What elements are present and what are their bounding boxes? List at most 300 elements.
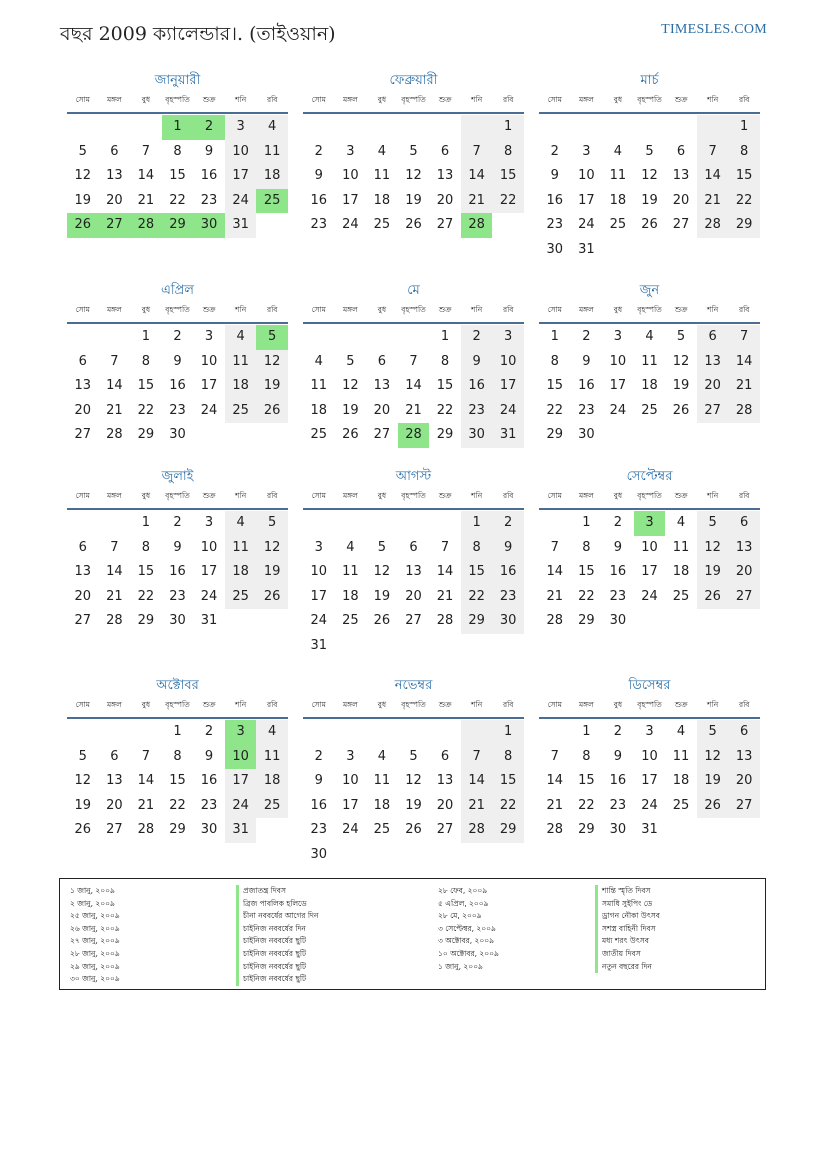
day-cell: 19 — [342, 402, 359, 418]
empty-day-cell — [461, 720, 493, 745]
day-cell: 14 — [728, 350, 760, 375]
day-cell: 21 — [697, 189, 729, 214]
month-title: ফেব্রুয়ারী — [389, 73, 438, 88]
day-cell: 21 — [106, 588, 123, 604]
day-cell: 30 — [609, 613, 627, 629]
day-cell: 1 — [162, 115, 194, 140]
day-cell: 9 — [613, 748, 623, 764]
holiday-date: ৩ সেপ্টেম্বর, ২০০৯ — [438, 923, 496, 933]
day-grid — [539, 720, 760, 843]
day-cell: 30 — [546, 241, 564, 257]
day-cell: 24 — [609, 402, 627, 418]
day-cell: 28 — [728, 399, 760, 424]
day-cell: 1 — [141, 515, 151, 530]
day-cell: 29 — [461, 609, 493, 634]
day-cell: 6 — [440, 143, 450, 159]
day-cell: 15 — [578, 773, 595, 789]
day-cell: 6 — [697, 325, 729, 350]
holiday-name: সশস্ত্র বাহিনী দিবস — [595, 923, 660, 936]
day-cell: 3 — [314, 539, 323, 555]
day-cell: 30 — [310, 846, 328, 862]
day-cell: 4 — [676, 515, 686, 530]
day-cell: 17 — [225, 164, 257, 189]
day-cell: 26 — [641, 217, 658, 233]
day-cell: 18 — [256, 164, 288, 189]
holiday-name: ড্রাগন নৌকা উৎসব — [595, 910, 660, 923]
day-cell: 31 — [578, 241, 595, 257]
weekday-label: বৃহস্পতি — [401, 700, 426, 709]
day-cell: 12 — [74, 773, 92, 789]
day-cell: 8 — [173, 748, 182, 764]
weekday-label: মঙ্গল — [579, 491, 594, 500]
weekday-label: বুধ — [377, 95, 387, 104]
day-cell: 16 — [492, 560, 524, 585]
weekday-label: শনি — [707, 491, 719, 500]
day-cell: 7 — [697, 140, 729, 165]
day-cell: 22 — [546, 402, 564, 418]
day-cell: 16 — [169, 564, 186, 580]
day-cell: 17 — [641, 773, 658, 789]
day-cell: 15 — [728, 164, 760, 189]
day-cell: 14 — [106, 564, 123, 580]
day-cell: 17 — [200, 378, 218, 394]
empty-day-cell — [130, 720, 162, 745]
day-cell: 2 — [173, 515, 182, 530]
day-cell: 28 — [546, 613, 564, 629]
holiday-name: মধ্য শরৎ উৎসব — [595, 935, 660, 948]
day-cell: 5 — [256, 325, 288, 350]
month-calendar — [539, 72, 760, 263]
weekday-label: মঙ্গল — [579, 305, 594, 314]
month-title: মে — [407, 283, 420, 298]
day-cell: 9 — [582, 353, 591, 369]
day-cell: 2 — [613, 515, 623, 530]
holiday-date: ২৭ জানু, ২০০৯ — [70, 936, 120, 946]
holiday-date: ২ জানু, ২০০৯ — [70, 898, 115, 908]
holiday-date: ১০ অক্টোবর, ২০০৯ — [438, 948, 499, 958]
day-cell: 22 — [436, 402, 454, 418]
empty-day-cell — [303, 115, 335, 140]
day-cell: 27 — [436, 217, 454, 233]
day-cell: 17 — [609, 378, 627, 394]
weekday-label: রবি — [503, 305, 514, 314]
day-cell: 30 — [193, 213, 225, 238]
month-calendar — [303, 282, 524, 448]
month-calendar — [303, 72, 524, 238]
day-cell: 20 — [436, 797, 454, 813]
day-cell: 13 — [728, 745, 760, 770]
day-cell: 17 — [641, 564, 658, 580]
day-cell: 1 — [492, 720, 524, 745]
month-calendar — [539, 677, 760, 843]
day-cell: 29 — [578, 822, 595, 838]
month-title: অক্টোবর — [156, 678, 199, 693]
day-cell: 22 — [137, 402, 155, 418]
day-cell: 12 — [256, 536, 288, 561]
weekday-header — [539, 486, 760, 510]
day-cell: 1 — [173, 724, 182, 739]
day-cell: 4 — [377, 143, 387, 159]
day-cell: 24 — [641, 588, 658, 604]
day-cell: 3 — [492, 325, 524, 350]
weekday-label: মঙ্গল — [343, 305, 358, 314]
day-cell: 4 — [256, 720, 288, 745]
day-cell: 3 — [346, 143, 355, 159]
day-cell: 27 — [436, 822, 454, 838]
day-cell: 8 — [582, 539, 591, 555]
day-cell: 24 — [200, 402, 218, 418]
day-cell: 18 — [641, 378, 658, 394]
day-cell: 21 — [728, 374, 760, 399]
day-cell: 11 — [310, 378, 328, 394]
day-cell: 25 — [373, 822, 391, 838]
day-cell: 5 — [409, 143, 418, 159]
weekday-label: রবি — [739, 491, 750, 500]
day-cell: 7 — [461, 140, 493, 165]
weekday-label: রবি — [739, 700, 750, 709]
day-cell: 26 — [342, 427, 359, 443]
day-cell: 6 — [110, 748, 119, 764]
day-cell: 10 — [641, 539, 658, 555]
empty-day-cell — [303, 720, 335, 745]
weekday-label: শুক্র — [674, 95, 688, 104]
day-cell: 18 — [672, 564, 690, 580]
day-cell: 19 — [641, 192, 658, 208]
day-cell: 8 — [440, 353, 450, 369]
day-cell: 17 — [492, 374, 524, 399]
day-cell: 11 — [373, 168, 391, 184]
day-cell: 28 — [137, 822, 155, 838]
day-cell: 28 — [398, 423, 430, 448]
day-cell: 17 — [342, 192, 359, 208]
day-cell: 30 — [169, 427, 186, 443]
weekday-label: বৃহস্পতি — [637, 491, 662, 500]
day-cell: 20 — [672, 192, 690, 208]
empty-day-cell — [67, 115, 99, 140]
day-cell: 27 — [697, 399, 729, 424]
day-cell: 5 — [346, 353, 355, 369]
day-cell: 29 — [137, 613, 155, 629]
day-grid — [303, 511, 524, 659]
weekday-label: মঙ্গল — [343, 700, 358, 709]
day-cell: 25 — [256, 189, 288, 214]
day-cell: 9 — [613, 539, 623, 555]
weekday-label: শনি — [235, 491, 247, 500]
day-cell: 7 — [461, 745, 493, 770]
empty-day-cell — [366, 115, 398, 140]
day-cell: 4 — [346, 539, 355, 555]
day-cell: 9 — [550, 168, 559, 184]
day-cell: 15 — [492, 164, 524, 189]
empty-day-cell — [335, 720, 367, 745]
day-cell: 28 — [130, 213, 162, 238]
day-cell: 17 — [310, 588, 328, 604]
day-cell: 11 — [225, 350, 257, 375]
day-cell: 20 — [373, 402, 391, 418]
day-cell: 25 — [342, 613, 359, 629]
empty-day-cell — [398, 511, 430, 536]
weekday-label: রবি — [267, 305, 278, 314]
day-cell: 3 — [204, 329, 214, 344]
empty-day-cell — [398, 720, 430, 745]
weekday-label: শুক্র — [202, 700, 216, 709]
day-cell: 3 — [613, 329, 623, 344]
day-grid — [539, 115, 760, 263]
day-cell: 8 — [141, 539, 151, 555]
holiday-name: চাইনিজ নববর্ষের ছুটি — [236, 973, 318, 986]
empty-day-cell — [335, 511, 367, 536]
month-title: এপ্রিল — [161, 283, 194, 298]
month-title: মার্চ — [640, 73, 659, 88]
day-cell: 16 — [200, 168, 218, 184]
day-cell: 6 — [78, 353, 87, 369]
day-cell: 8 — [141, 353, 151, 369]
day-cell: 24 — [200, 588, 218, 604]
day-cell: 28 — [461, 818, 493, 843]
day-cell: 3 — [225, 720, 257, 745]
day-cell: 21 — [137, 192, 155, 208]
day-cell: 26 — [405, 822, 422, 838]
day-cell: 16 — [200, 773, 218, 789]
holiday-name: চাইনিজ নববর্ষের ছুটি — [236, 948, 318, 961]
day-cell: 6 — [409, 539, 418, 555]
day-cell: 15 — [578, 564, 595, 580]
day-cell: 18 — [342, 588, 359, 604]
day-cell: 21 — [106, 402, 123, 418]
day-cell: 12 — [697, 745, 729, 770]
day-cell: 21 — [461, 794, 493, 819]
weekday-label: বৃহস্পতি — [165, 95, 190, 104]
day-cell: 14 — [137, 168, 155, 184]
day-grid — [67, 511, 288, 634]
weekday-label: রবি — [503, 95, 514, 104]
empty-day-cell — [429, 115, 461, 140]
day-cell: 11 — [672, 539, 690, 555]
day-cell: 30 — [200, 822, 218, 838]
day-cell: 25 — [256, 794, 288, 819]
day-cell: 10 — [609, 353, 627, 369]
day-cell: 22 — [461, 585, 493, 610]
weekday-label: মঙ্গল — [107, 305, 122, 314]
month-calendar — [67, 282, 288, 448]
holiday-date: ২৮ ফেব, ২০০৯ — [438, 886, 488, 895]
day-cell: 21 — [546, 588, 564, 604]
day-cell: 24 — [310, 613, 328, 629]
day-cell: 14 — [546, 773, 564, 789]
weekday-label: শনি — [471, 305, 483, 314]
weekday-label: বৃহস্পতি — [401, 491, 426, 500]
day-cell: 27 — [99, 213, 131, 238]
day-cell: 27 — [405, 613, 422, 629]
day-cell: 26 — [373, 613, 391, 629]
day-cell: 15 — [492, 769, 524, 794]
day-cell: 29 — [162, 213, 194, 238]
weekday-label: শুক্র — [438, 700, 452, 709]
weekday-header — [303, 90, 524, 114]
day-cell: 10 — [225, 140, 257, 165]
day-cell: 8 — [173, 143, 182, 159]
day-cell: 9 — [173, 353, 182, 369]
day-cell: 30 — [609, 822, 627, 838]
weekday-label: বুধ — [141, 305, 151, 314]
weekday-label: বুধ — [613, 305, 623, 314]
brand-link[interactable]: TIMESLES.COM — [661, 22, 767, 37]
day-cell: 10 — [342, 168, 359, 184]
weekday-label: শুক্র — [438, 491, 452, 500]
day-cell: 9 — [492, 536, 524, 561]
month-calendar — [67, 468, 288, 634]
day-cell: 14 — [461, 164, 493, 189]
weekday-label: শনি — [471, 491, 483, 500]
day-cell: 13 — [697, 350, 729, 375]
holiday-name: শান্তি স্মৃতি দিবস — [595, 885, 660, 898]
weekday-label: মঙ্গল — [343, 95, 358, 104]
day-cell: 5 — [256, 511, 288, 536]
holiday-date: ২৫ জানু, ২০০৯ — [70, 911, 120, 921]
day-cell: 21 — [137, 797, 155, 813]
day-grid — [303, 325, 524, 448]
weekday-label: বৃহস্পতি — [637, 305, 662, 314]
day-cell: 28 — [546, 822, 564, 838]
day-cell: 15 — [169, 168, 186, 184]
day-cell: 19 — [256, 374, 288, 399]
month-title: ডিসেম্বর — [628, 678, 671, 693]
day-cell: 15 — [461, 560, 493, 585]
weekday-label: সোম — [75, 700, 90, 709]
day-grid — [539, 511, 760, 634]
month-calendar — [303, 677, 524, 868]
weekday-label: শনি — [707, 700, 719, 709]
weekday-label: বুধ — [377, 491, 387, 500]
empty-day-cell — [429, 720, 461, 745]
day-cell: 13 — [74, 378, 92, 394]
day-cell: 12 — [405, 168, 422, 184]
month-calendar — [303, 468, 524, 659]
day-cell: 17 — [200, 564, 218, 580]
empty-day-cell — [539, 115, 571, 140]
empty-day-cell — [335, 115, 367, 140]
weekday-label: বুধ — [377, 305, 387, 314]
holiday-date: ৫ এপ্রিল, ২০০৯ — [438, 898, 489, 908]
day-cell: 11 — [641, 353, 658, 369]
day-cell: 27 — [728, 794, 760, 819]
empty-day-cell — [571, 115, 603, 140]
holiday-name: নতুন বছরের দিন — [595, 961, 660, 974]
day-cell: 20 — [106, 192, 123, 208]
day-cell: 31 — [225, 213, 257, 238]
day-cell: 13 — [405, 564, 422, 580]
holiday-date: ১ জানু, ২০০৯ — [438, 961, 483, 971]
day-cell: 27 — [74, 427, 92, 443]
day-cell: 3 — [204, 515, 214, 530]
day-cell: 22 — [169, 797, 186, 813]
holiday-name: চাইনিজ নববর্ষের দিন — [236, 923, 318, 936]
day-cell: 14 — [697, 164, 729, 189]
day-cell: 24 — [492, 399, 524, 424]
day-cell: 18 — [225, 374, 257, 399]
day-cell: 2 — [582, 329, 591, 344]
day-cell: 9 — [173, 539, 182, 555]
weekday-label: শুক্র — [202, 95, 216, 104]
day-cell: 26 — [256, 585, 288, 610]
day-cell: 19 — [697, 560, 729, 585]
day-cell: 25 — [609, 217, 627, 233]
day-cell: 9 — [461, 350, 493, 375]
month-calendar — [539, 468, 760, 634]
weekday-label: বৃহস্পতি — [165, 700, 190, 709]
holiday-date: ২৬ জানু, ২০০৯ — [70, 923, 120, 933]
day-cell: 21 — [546, 797, 564, 813]
day-cell: 22 — [169, 192, 186, 208]
empty-day-cell — [366, 720, 398, 745]
holiday-name: প্রজাতন্ত্র দিবস — [236, 885, 318, 898]
day-cell: 6 — [78, 539, 87, 555]
weekday-header — [303, 695, 524, 719]
weekday-label: রবি — [739, 95, 750, 104]
day-cell: 14 — [137, 773, 155, 789]
empty-day-cell — [366, 325, 398, 350]
day-cell: 3 — [645, 724, 654, 739]
holiday-legend — [59, 878, 766, 990]
weekday-label: বুধ — [613, 491, 623, 500]
day-cell: 24 — [225, 794, 257, 819]
day-cell: 10 — [225, 745, 257, 770]
empty-day-cell — [634, 115, 666, 140]
day-cell: 2 — [613, 724, 623, 739]
weekday-label: সোম — [75, 305, 90, 314]
day-cell: 16 — [609, 773, 627, 789]
holiday-date: ২৯ জানু, ২০০৯ — [70, 961, 120, 971]
day-cell: 27 — [373, 427, 391, 443]
month-title: আগস্ট — [395, 469, 432, 484]
weekday-label: সোম — [311, 491, 326, 500]
empty-day-cell — [99, 720, 131, 745]
day-cell: 8 — [550, 353, 559, 369]
day-cell: 2 — [173, 329, 182, 344]
day-cell: 30 — [578, 427, 595, 443]
day-cell: 16 — [578, 378, 595, 394]
day-cell: 5 — [78, 143, 87, 159]
day-cell: 20 — [436, 192, 454, 208]
day-cell: 4 — [377, 748, 387, 764]
holiday-date: ২৮ মে, ২০০৯ — [438, 911, 482, 921]
empty-day-cell — [99, 115, 131, 140]
day-cell: 7 — [409, 353, 418, 369]
day-cell: 31 — [310, 637, 328, 653]
weekday-label: বৃহস্পতি — [401, 95, 426, 104]
holiday-name: চীনা নববর্ষের আগের দিন — [236, 910, 318, 923]
day-cell: 22 — [492, 794, 524, 819]
weekday-label: শুক্র — [202, 305, 216, 314]
day-cell: 7 — [550, 539, 559, 555]
day-cell: 22 — [492, 189, 524, 214]
weekday-label: মঙ্গল — [107, 700, 122, 709]
day-cell: 5 — [697, 720, 729, 745]
weekday-label: শনি — [235, 305, 247, 314]
weekday-label: মঙ্গল — [107, 95, 122, 104]
day-cell: 25 — [373, 217, 391, 233]
weekday-label: শুক্র — [202, 491, 216, 500]
weekday-label: সোম — [311, 700, 326, 709]
day-cell: 20 — [74, 588, 92, 604]
weekday-label: বৃহস্পতি — [165, 491, 190, 500]
month-title: জুন — [639, 283, 660, 298]
day-cell: 22 — [728, 189, 760, 214]
weekday-label: সোম — [75, 491, 90, 500]
day-grid — [539, 325, 760, 448]
day-cell: 4 — [225, 511, 257, 536]
day-cell: 23 — [200, 797, 218, 813]
